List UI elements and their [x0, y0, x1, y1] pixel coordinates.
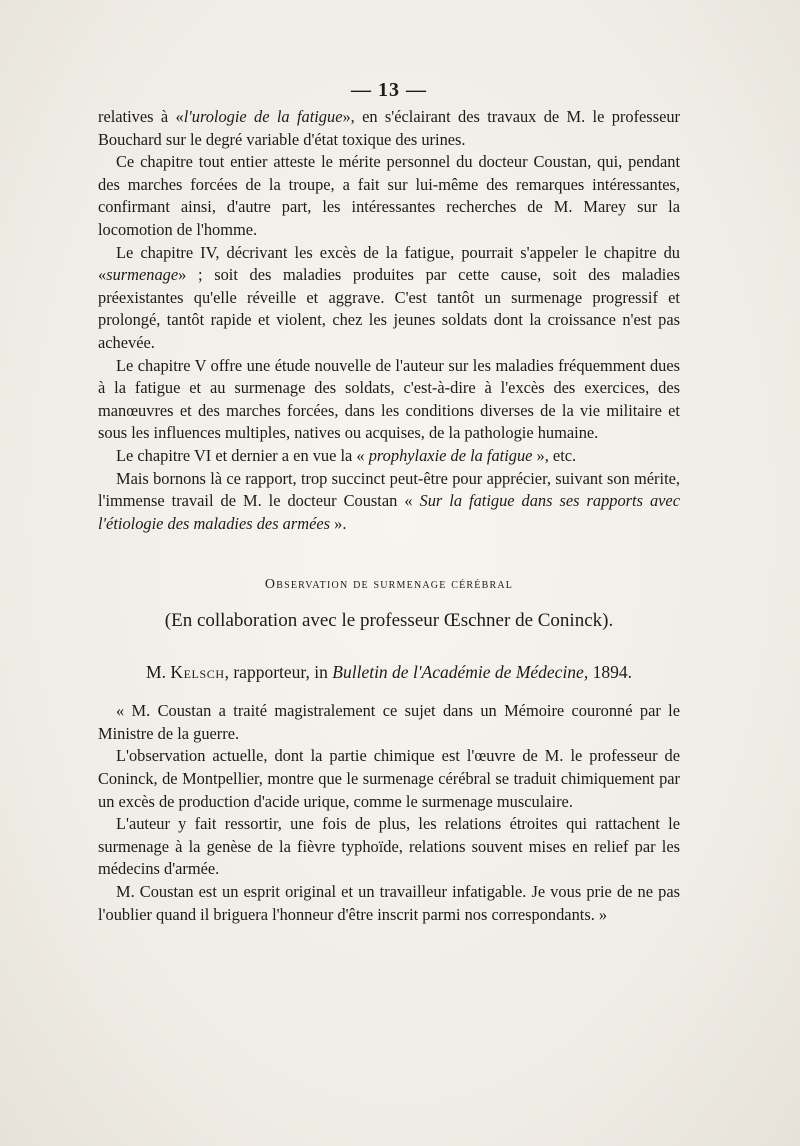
text-run: Le chapitre V offre une étude nouvelle de l'auteur sur les maladies fréquemment dues à la fatigue et au surmenage des soldats, c'est-à-dire à l'excès des exercices, des manœuvres et des marches forcées, dans les conditions diverses de la vie militaire et sous les influences multiples, natives ou acquises, de la pathologie humaine.: [98, 355, 680, 443]
italic-text: surmenage: [106, 265, 179, 285]
text-run: Ce chapitre tout entier atteste le mérite personnel du docteur Coustan, qui, pendant des marches forcées de la troupe, a fait sur lui-même des remarques intéressantes, confirmant ainsi, d'autre part, les intéressantes recherches de M. Marey sur la locomotion de l'homme.: [98, 152, 680, 239]
report-citation: [98, 658, 680, 686]
report-middle: , rapporteur, in: [224, 662, 333, 683]
section-subtitle: (En collaboration avec le professeur Œschner de Coninck).: [164, 610, 614, 632]
italic-text: l'urologie de la fatigue: [183, 107, 343, 126]
paragraph: [98, 700, 680, 745]
report-year: 1894.: [588, 662, 632, 683]
text-run: L'auteur y fait ressortir, une fois de plus, les relations étroites qui rattachent le surmenage à la genèse de la fièvre typhoïde, relations souvent mises en relief par les médecins d'armée.: [98, 814, 680, 879]
italic-text: Sur la fatigue dans ses rapports avec l'étiologie des maladies des armées: [98, 491, 680, 533]
document-page: [98, 76, 680, 926]
text-run: relatives à «: [98, 107, 184, 126]
paragraph: [98, 151, 680, 241]
text-run: », etc.: [532, 445, 577, 465]
text-run: « M. Coustan a traité magistralement ce sujet dans un Mémoire couronné par le Ministre de la guerre.: [98, 701, 680, 743]
text-run: », en s'éclairant des travaux de M. le professeur Bouchard sur le degré variable d'état toxique des urines.: [98, 107, 680, 149]
paragraph: [98, 106, 680, 151]
paragraph: [98, 468, 680, 536]
paragraph: [98, 242, 680, 355]
paragraph: [98, 881, 680, 926]
body-text-bottom: [98, 700, 680, 926]
text-run: L'observation actuelle, dont la partie chimique est l'œuvre de M. le professeur de Coninck, de Montpellier, montre que le surmenage cérébral se traduit chimiquement par un excès de production d'acide urique, comme le surmenage musculaire.: [98, 746, 680, 811]
text-run: Le chapitre VI et dernier a en vue la «: [116, 445, 369, 465]
paragraph: [98, 745, 680, 813]
text-run: » ; soit des maladies produites par cette cause, soit des maladies préexistantes qu'elle réveille et aggrave. C'est tantôt un surmenage progressif et prolongé, tantôt rapide et violent, chez les jeunes soldats dont la croissance n'est pas achevée.: [98, 265, 680, 352]
text-run: Le chapitre IV, décrivant les excès de la fatigue, pourrait s'appeler le chapitre du «: [98, 242, 680, 285]
report-prefix: M.: [146, 662, 171, 683]
body-text-top: [98, 106, 680, 535]
section-title: Observation de surmenage cérébral: [264, 577, 514, 593]
rapporteur-name: Kelsch: [170, 662, 225, 683]
italic-text: prophylaxie de la fatigue: [368, 445, 533, 465]
paragraph: [98, 813, 680, 881]
journal-title: Bulletin de l'Académie de Médecine,: [332, 662, 589, 683]
text-run: M. Coustan est un esprit original et un travailleur infatigable. Je vous prie de ne pas l'oublier quand il briguera l'honneur d'être inscrit parmi nos correspondants. »: [98, 882, 680, 924]
text-run: Mais bornons là ce rapport, trop succinct peut-être pour apprécier, suivant son mérite, l'immense travail de M. le docteur Coustan «: [98, 468, 680, 511]
paragraph: [98, 355, 680, 445]
text-run: ».: [330, 513, 347, 533]
paragraph: [98, 445, 680, 468]
page-number: — 13 —: [351, 79, 427, 101]
